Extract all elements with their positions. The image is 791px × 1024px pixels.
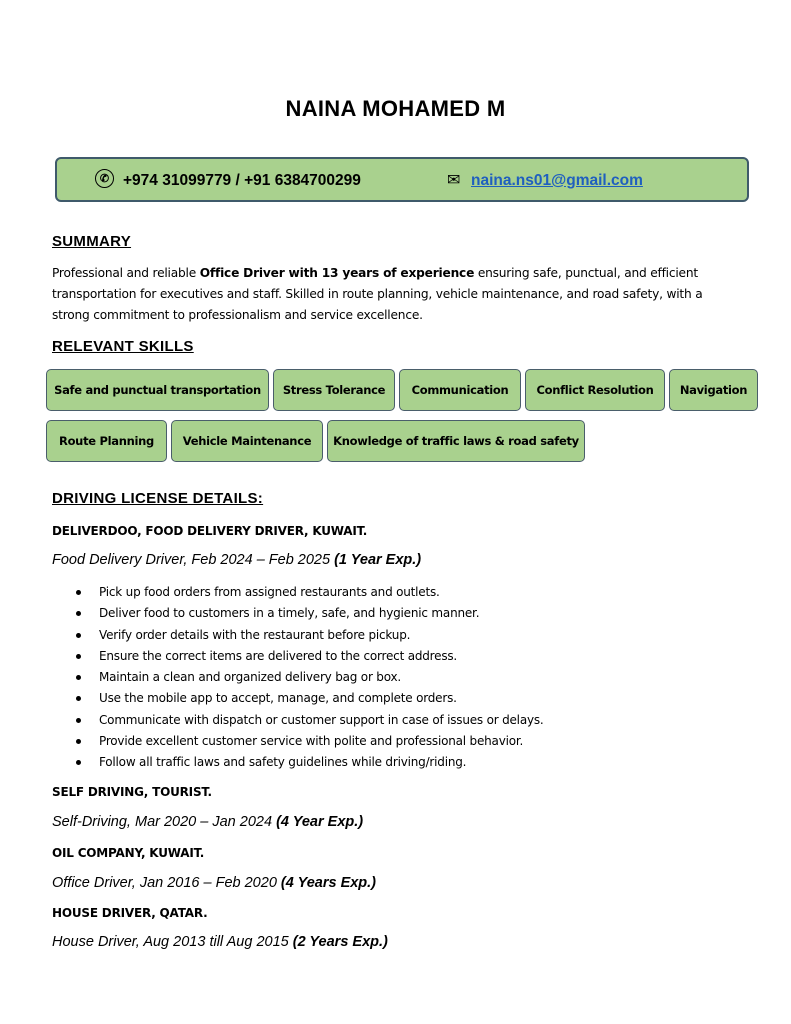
skill-chip: Navigation <box>669 369 758 411</box>
job-role <box>52 875 376 891</box>
job-company: DELIVERDOO, FOOD DELIVERY DRIVER, KUWAIT. <box>52 524 368 538</box>
skill-chip: Safe and punctual transportation <box>46 369 269 411</box>
summary-text-1: Professional and reliable <box>52 266 200 280</box>
skill-chip: Knowledge of traffic laws & road safety <box>327 420 585 462</box>
skill-chip: Route Planning <box>46 420 167 462</box>
envelope-icon: ✉ <box>447 172 461 189</box>
job-duties-list <box>76 582 756 774</box>
candidate-name: NAINA MOHAMED M <box>285 96 506 121</box>
job-role-text: Office Driver, Jan 2016 – Feb 2020 <box>52 875 281 891</box>
list-item: Pick up food orders from assigned restaurants and outlets. <box>76 582 756 603</box>
phone-number: +974 31099779 / +91 6384700299 <box>123 172 361 189</box>
job-role <box>52 814 363 830</box>
skill-chip: Conflict Resolution <box>525 369 665 411</box>
list-item: Verify order details with the restaurant before pickup. <box>76 625 756 646</box>
list-item: Use the mobile app to accept, manage, and complete orders. <box>76 688 756 709</box>
job-experience: (1 Year Exp.) <box>334 552 422 568</box>
skills-heading: RELEVANT SKILLS <box>52 338 194 355</box>
skill-chip: Vehicle Maintenance <box>171 420 323 462</box>
list-item: Deliver food to customers in a timely, safe, and hygienic manner. <box>76 603 756 624</box>
job-role-text: Food Delivery Driver, Feb 2024 – Feb 2025 <box>52 552 335 568</box>
job-experience: (4 Years Exp.) <box>280 875 377 891</box>
license-details-heading: DRIVING LICENSE DETAILS: <box>52 490 264 507</box>
email-link[interactable]: naina.ns01@gmail.com <box>471 172 643 189</box>
job-experience: (2 Years Exp.) <box>292 934 388 950</box>
job-experience: (4 Year Exp.) <box>276 814 364 830</box>
list-item: Follow all traffic laws and safety guidelines while driving/riding. <box>76 752 756 773</box>
list-item: Communicate with dispatch or customer support in case of issues or delays. <box>76 710 756 731</box>
job-role <box>52 552 421 568</box>
job-role <box>52 934 388 950</box>
list-item: Maintain a clean and organized delivery bag or box. <box>76 667 756 688</box>
phone-icon: ✆ <box>95 169 114 188</box>
summary-paragraph <box>52 263 732 326</box>
job-role-text: House Driver, Aug 2013 till Aug 2015 <box>52 934 293 950</box>
job-company: HOUSE DRIVER, QATAR. <box>52 906 208 920</box>
summary-heading: SUMMARY <box>52 233 132 250</box>
summary-text-2: ensuring safe, punctual, and efficient transportation for executives and staff. Skilled in route planning, vehicle maintenance, and road safety, with a strong commitment to professionalism and service excellence. <box>52 266 703 322</box>
job-company: OIL COMPANY, KUWAIT. <box>52 846 205 860</box>
skill-chip: Communication <box>399 369 521 411</box>
skill-chip: Stress Tolerance <box>273 369 395 411</box>
job-role-text: Self-Driving, Mar 2020 – Jan 2024 <box>52 814 277 830</box>
list-item: Ensure the correct items are delivered to the correct address. <box>76 646 756 667</box>
list-item: Provide excellent customer service with polite and professional behavior. <box>76 731 756 752</box>
job-company: SELF DRIVING, TOURIST. <box>52 785 212 799</box>
contact-bar <box>55 157 749 202</box>
summary-highlight: Office Driver with 13 years of experience <box>199 266 475 280</box>
